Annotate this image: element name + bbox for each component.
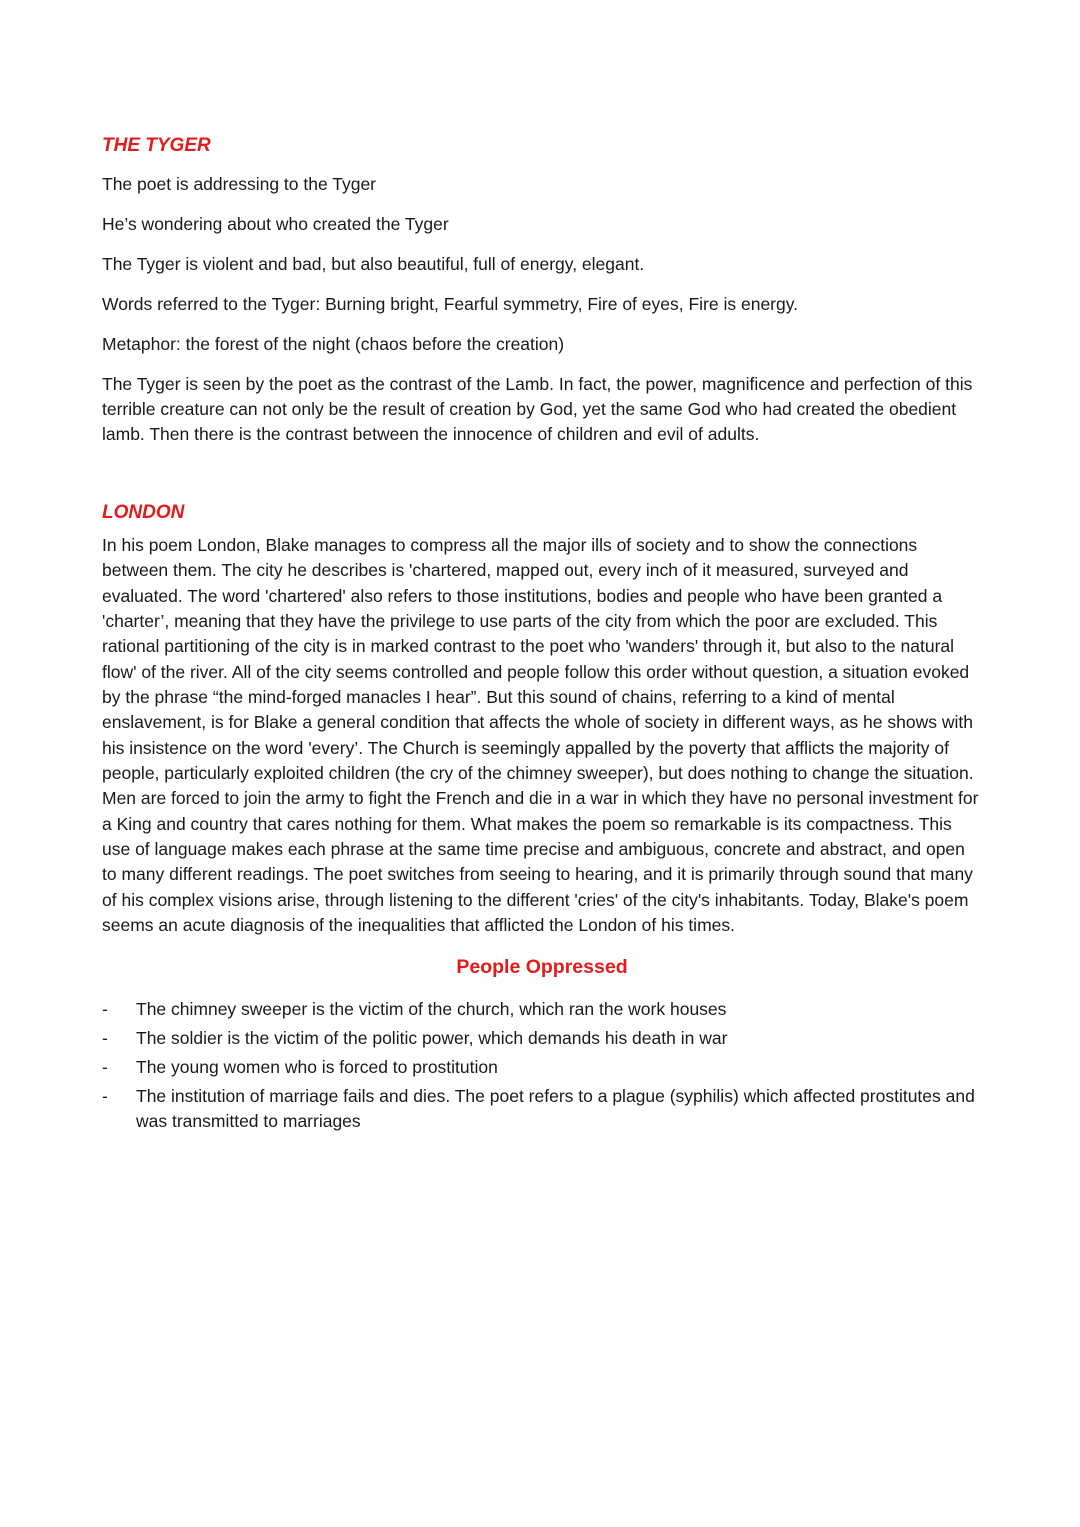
tyger-paragraph: The Tyger is seen by the poet as the contrast of the Lamb. In fact, the power, magnificence and perfection of this terrible creature can not only be the result of creation by God, yet the same God who had created the obedient lamb. Then there is the contrast between the innocence of children and evil of adults.	[102, 374, 973, 444]
tyger-notes	[102, 172, 982, 447]
oppressed-list	[102, 997, 982, 1135]
list-item	[102, 1055, 982, 1081]
dash-bullet-icon: -	[102, 1056, 108, 1077]
people-oppressed-heading: People Oppressed	[456, 955, 628, 978]
list-item	[102, 1026, 982, 1052]
tyger-paragraph: The Tyger is violent and bad, but also beautiful, full of energy, elegant.	[102, 254, 645, 274]
list-item	[102, 1084, 982, 1135]
list-item-text: The young women who is forced to prostitution	[136, 1056, 498, 1077]
tyger-section	[102, 132, 982, 447]
list-item	[102, 997, 982, 1023]
list-item-text: The institution of marriage fails and dies. The poet refers to a plague (syphilis) which affected prostitutes and was transmitted to marriages	[136, 1085, 975, 1131]
tyger-paragraph: Words referred to the Tyger: Burning bright, Fearful symmetry, Fire of eyes, Fire is energy.	[102, 294, 799, 314]
london-heading: LONDON	[102, 502, 185, 523]
dash-bullet-icon: -	[102, 1027, 108, 1048]
tyger-paragraph: He’s wondering about who created the Tyger	[102, 214, 449, 234]
document-page	[102, 132, 982, 1138]
people-oppressed-section	[102, 953, 982, 1135]
london-section	[102, 499, 982, 939]
tyger-paragraph: The poet is addressing to the Tyger	[102, 174, 377, 194]
london-body-paragraph: In his poem London, Blake manages to compress all the major ills of society and to show the connections between them. The city he describes is 'chartered, mapped out, every inch of it measured, surveyed and evaluated. The word 'chartered' also refers to those institutions, bodies and people who have been granted a 'charter’, meaning that they have the privilege to use parts of the city from which the poor are excluded. This rational partitioning of the city is in marked contrast to the poet who 'wanders' through it, but also to the natural flow' of the river. All of the city seems controlled and people follow this order without question, a situation evoked by the phrase “the mind-forged manacles I hear”. But this sound of chains, referring to a kind of mental enslavement, is for Blake a general condition that affects the whole of society in different ways, as he shows with his insistence on the word 'every’. The Church is seemingly appalled by the poverty that afflicts the majority of people, particularly exploited children (the cry of the chimney sweeper), but does nothing to change the situation. Men are forced to join the army to fight the French and die in a war in which they have no personal investment for a King and country that cares nothing for them. What makes the poem so remarkable is its compactness. This use of language makes each phrase at the same time precise and ambiguous, concrete and abstract, and open to many different readings. The poet switches from seeing to hearing, and it is primarily through sound that many of his complex visions arise, through listening to the different 'cries' of the city's inhabitants. Today, Blake's poem seems an acute diagnosis of the inequalities that afflicted the London of his times.	[102, 535, 979, 936]
tyger-paragraph: Metaphor: the forest of the night (chaos before the creation)	[102, 334, 565, 354]
list-item-text: The soldier is the victim of the politic power, which demands his death in war	[136, 1027, 728, 1048]
dash-bullet-icon: -	[102, 1085, 108, 1106]
list-item-text: The chimney sweeper is the victim of the church, which ran the work houses	[136, 998, 727, 1019]
tyger-heading: THE TYGER	[102, 135, 211, 156]
dash-bullet-icon: -	[102, 998, 108, 1019]
